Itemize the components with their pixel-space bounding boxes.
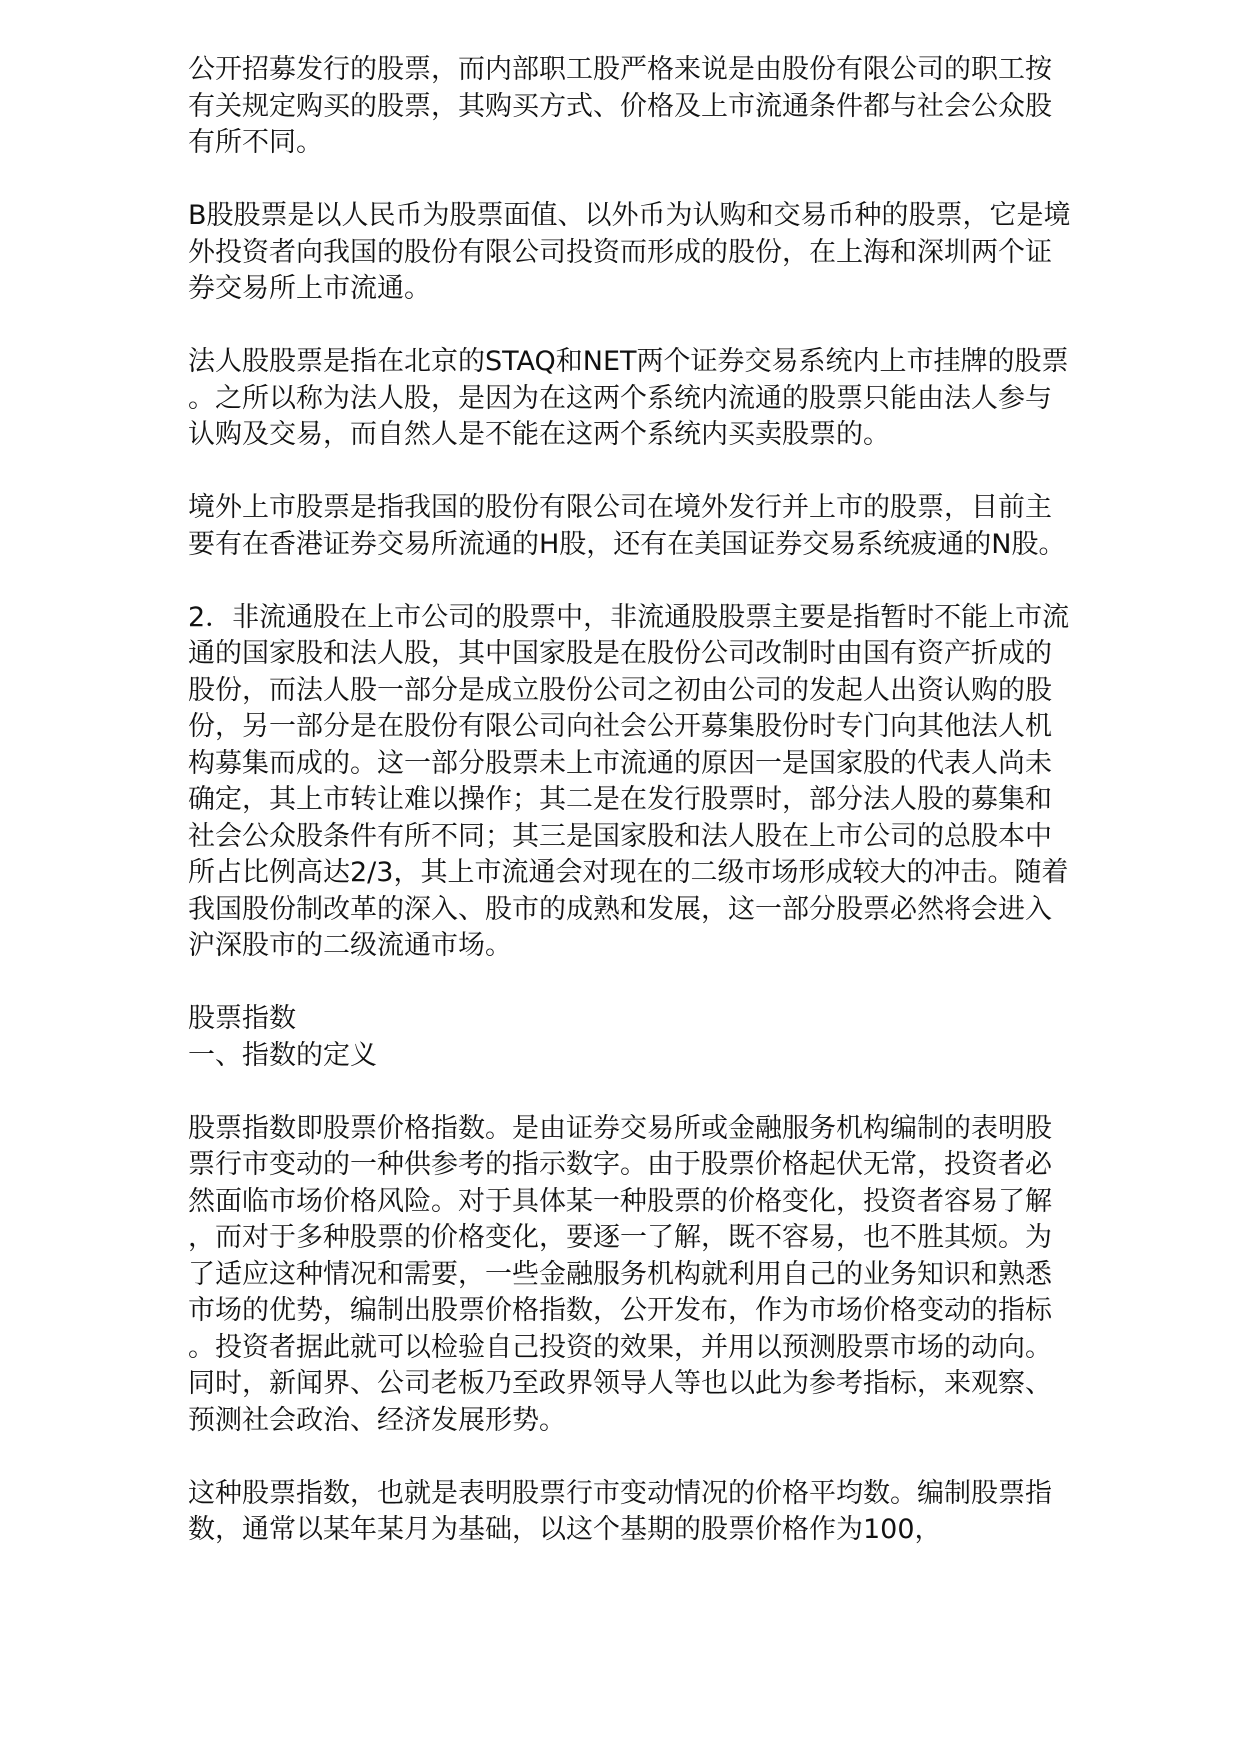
text-line: 境外上市股票是指我国的股份有限公司在境外发行并上市的股票，目前主 bbox=[188, 492, 1052, 523]
text-line: 然面临市场价格风险。对于具体某一种股票的价格变化，投资者容易了解 bbox=[188, 1185, 1052, 1217]
text-line: 预测社会政治、经济发展形势。 bbox=[188, 1404, 566, 1436]
text-line: B股股票是以人民币为股票面值、以外币为认购和交易币种的股票，它是境 bbox=[188, 200, 1071, 231]
text-line: 份，另一部分是在股份有限公司向社会公开募集股份时专门向其他法人机 bbox=[188, 711, 1052, 742]
subheading-index-definition bbox=[188, 1038, 1148, 1075]
text-line: 确定，其上市转让难以操作；其二是在发行股票时，部分法人股的募集和 bbox=[188, 784, 1052, 815]
paragraph-index-definition bbox=[188, 1111, 1148, 1440]
text-line: 这种股票指数，也就是表明股票行市变动情况的价格平均数。编制股票指 bbox=[188, 1477, 1052, 1509]
paragraph-legal-person-shares bbox=[188, 344, 1148, 454]
text-line: 股票指数即股票价格指数。是由证券交易所或金融服务机构编制的表明股 bbox=[188, 1112, 1052, 1144]
text-line: 有所不同。 bbox=[188, 127, 323, 158]
text-line: 券交易所上市流通。 bbox=[188, 273, 431, 304]
text-line: 沪深股市的二级流通市场。 bbox=[188, 930, 512, 961]
text-line: 所占比例高达2/3，其上市流通会对现在的二级市场形成较大的冲击。随着 bbox=[188, 857, 1069, 888]
paragraph-overseas-shares bbox=[188, 490, 1148, 563]
section-heading-stock-index bbox=[188, 1001, 1148, 1038]
text-line: 外投资者向我国的股份有限公司投资而形成的股份，在上海和深圳两个证 bbox=[188, 236, 1052, 268]
text-line: 数，通常以某年某月为基础，以这个基期的股票价格作为100， bbox=[188, 1514, 942, 1545]
text-line: 股份，而法人股一部分是成立股份公司之初由公司的发起人出资认购的股 bbox=[188, 674, 1052, 706]
text-line: 同时，新闻界、公司老板乃至政界领导人等也以此为参考指标，来观察、 bbox=[188, 1368, 1052, 1399]
text-line: 了适应这种情况和需要，一些金融服务机构就利用自己的业务知识和熟悉 bbox=[188, 1258, 1052, 1290]
text-line: 通的国家股和法人股，其中国家股是在股份公司改制时由国有资产折成的 bbox=[188, 638, 1052, 669]
text-line: 公开招募发行的股票，而内部职工股严格来说是由股份有限公司的职工按 bbox=[188, 54, 1052, 85]
text-line: 票行市变动的一种供参考的指示数字。由于股票价格起伏无常，投资者必 bbox=[188, 1149, 1052, 1180]
section-heading: 股票指数 bbox=[188, 1003, 296, 1034]
document-page bbox=[188, 52, 1148, 1585]
subheading: 一、指数的定义 bbox=[188, 1039, 377, 1071]
text-line: ，而对于多种股票的价格变化，要逐一了解，既不容易，也不胜其烦。为 bbox=[188, 1222, 1052, 1253]
text-line: 构募集而成的。这一部分股票未上市流通的原因一是国家股的代表人尚未 bbox=[188, 747, 1052, 779]
paragraph-non-tradable-shares bbox=[188, 600, 1148, 965]
paragraph-index-average bbox=[188, 1476, 1148, 1549]
paragraph-b-shares bbox=[188, 198, 1148, 308]
text-line: 市场的优势，编制出股票价格指数，公开发布，作为市场价格变动的指标 bbox=[188, 1295, 1052, 1326]
text-line: 。投资者据此就可以检验自己投资的效果，并用以预测股票市场的动向。 bbox=[188, 1331, 1052, 1363]
paragraph-employee-shares bbox=[188, 52, 1148, 162]
text-line: 2．非流通股在上市公司的股票中，非流通股股票主要是指暂时不能上市流 bbox=[188, 601, 1070, 633]
text-line: 要有在香港证券交易所流通的H股，还有在美国证券交易系统疲通的N股。 bbox=[188, 528, 1066, 560]
text-line: 认购及交易，而自然人是不能在这两个系统内买卖股票的。 bbox=[188, 419, 890, 450]
text-line: 有关规定购买的股票，其购买方式、价格及上市流通条件都与社会公众股 bbox=[188, 90, 1052, 122]
text-line: 法人股股票是指在北京的STAQ和NET两个证券交易系统内上市挂牌的股票 bbox=[188, 346, 1069, 377]
text-line: 社会公众股条件有所不同；其三是国家股和法人股在上市公司的总股本中 bbox=[188, 820, 1052, 852]
text-line: 。之所以称为法人股，是因为在这两个系统内流通的股票只能由法人参与 bbox=[188, 382, 1052, 414]
text-line: 我国股份制改革的深入、股市的成熟和发展，这一部分股票必然将会进入 bbox=[188, 893, 1052, 925]
